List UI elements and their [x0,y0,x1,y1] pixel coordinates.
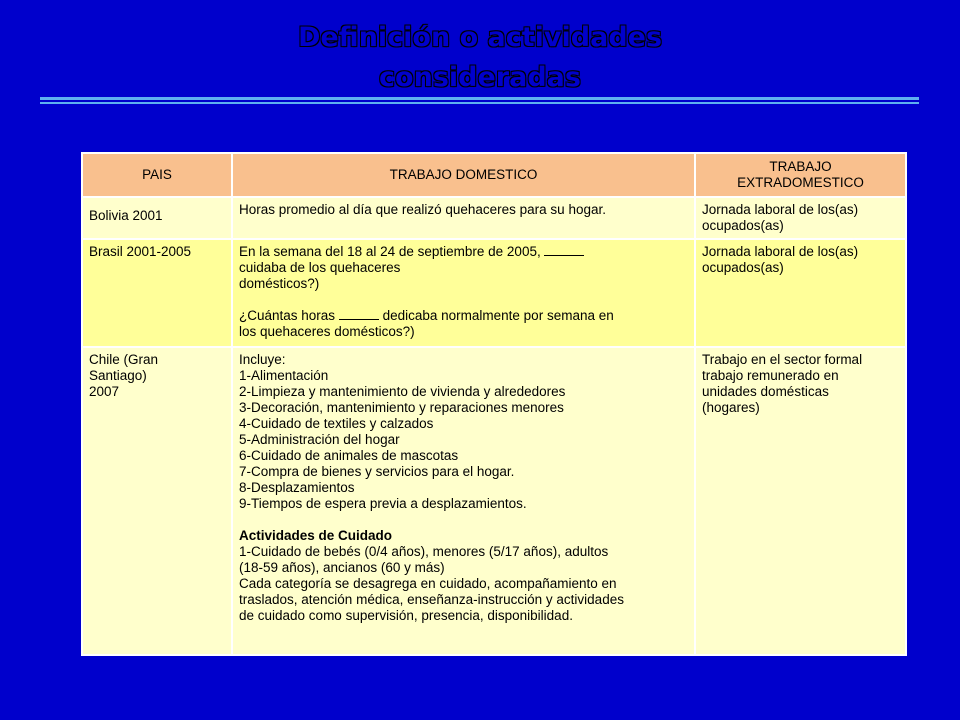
domestic-text-2: cuidaba de los quehaceres [239,260,401,275]
table-row-bolivia [82,197,906,239]
domestic-text: Horas promedio al día que realizó quehaceres para su hogar. [239,202,606,217]
domestic-line: 1-Alimentación [239,368,329,383]
cell-country [82,239,232,347]
country-label-1: Chile (Gran [89,352,159,367]
domestic-line: 8-Desplazamientos [239,480,355,495]
title-divider-secondary [40,102,919,104]
care-line: traslados, atención médica, enseñanza-instrucción y actividades [239,592,624,607]
extra-text-1: Jornada laboral de los(as) [702,202,859,217]
cell-domestic [232,347,695,655]
country-label: Brasil 2001-2005 [89,244,192,259]
activities-table [81,152,907,656]
extra-text-1: Jornada laboral de los(as) [702,244,859,259]
domestic-text-1 [239,244,688,260]
slide-title-line-1: Definición o actividades [297,22,663,53]
domestic-text-4a: ¿Cuántas horas [239,308,336,323]
domestic-line: Incluye: [239,352,286,367]
domestic-text-4 [239,308,688,324]
cell-country [82,197,232,239]
extra-text-1: Trabajo en el sector formal [702,352,863,367]
care-line: Cada categoría se desagrega en cuidado, acompañamiento en [239,576,617,591]
domestic-line: 3-Decoración, mantenimiento y reparaciones menores [239,400,564,415]
cell-country [82,347,232,655]
cell-domestic [232,239,695,347]
domestic-text-1a: En la semana del 18 al 24 de septiembre de 2005, [239,244,541,259]
domestic-line: 5-Administración del hogar [239,432,400,447]
country-label: Bolivia 2001 [89,208,163,223]
care-line: de cuidado como supervisión, presencia, disponibilidad. [239,608,573,623]
slide-title-line-2: consideradas [379,62,581,93]
header-extra-line-1: TRABAJO [769,159,832,174]
title-divider [40,97,919,100]
domestic-line: 2-Limpieza y mantenimiento de vivienda y alrededores [239,384,566,399]
extra-text-2: trabajo remunerado en [702,368,839,383]
domestic-line: 9-Tiempos de espera previa a desplazamientos. [239,496,527,511]
country-label-3: 2007 [89,384,120,399]
country-label-2: Santiago) [89,368,147,383]
table-row-brasil [82,239,906,347]
care-line: (18-59 años), ancianos (60 y más) [239,560,445,575]
cell-extra [695,239,906,347]
extra-text-2: ocupados(as) [702,260,784,275]
header-pais: PAIS [82,153,232,197]
extra-text-3: unidades domésticas [702,384,829,399]
header-trabajo-extradomestico [695,153,906,197]
domestic-line: 4-Cuidado de textiles y calzados [239,416,434,431]
header-trabajo-domestico: TRABAJO DOMESTICO [232,153,695,197]
cell-domestic [232,197,695,239]
spacer [239,292,688,308]
cell-extra [695,197,906,239]
domestic-line: 7-Compra de bienes y servicios para el hogar. [239,464,515,479]
domestic-text-3: domésticos?) [239,276,320,291]
blank-underline [544,245,584,256]
header-extra-line-2: EXTRADOMESTICO [737,175,864,190]
care-line: 1-Cuidado de bebés (0/4 años), menores (5/17 años), adultos [239,544,609,559]
extra-text-4: (hogares) [702,400,760,415]
extra-text-2: ocupados(as) [702,218,784,233]
table-header-row [82,153,906,197]
domestic-line: 6-Cuidado de animales de mascotas [239,448,459,463]
domestic-text-5: los quehaceres domésticos?) [239,324,415,339]
domestic-text-4b: dedicaba normalmente por semana en [382,308,614,323]
slide-title [0,18,960,98]
spacer [239,512,688,528]
cell-extra [695,347,906,655]
blank-underline [339,309,379,320]
care-heading: Actividades de Cuidado [239,528,393,543]
table-row-chile [82,347,906,655]
